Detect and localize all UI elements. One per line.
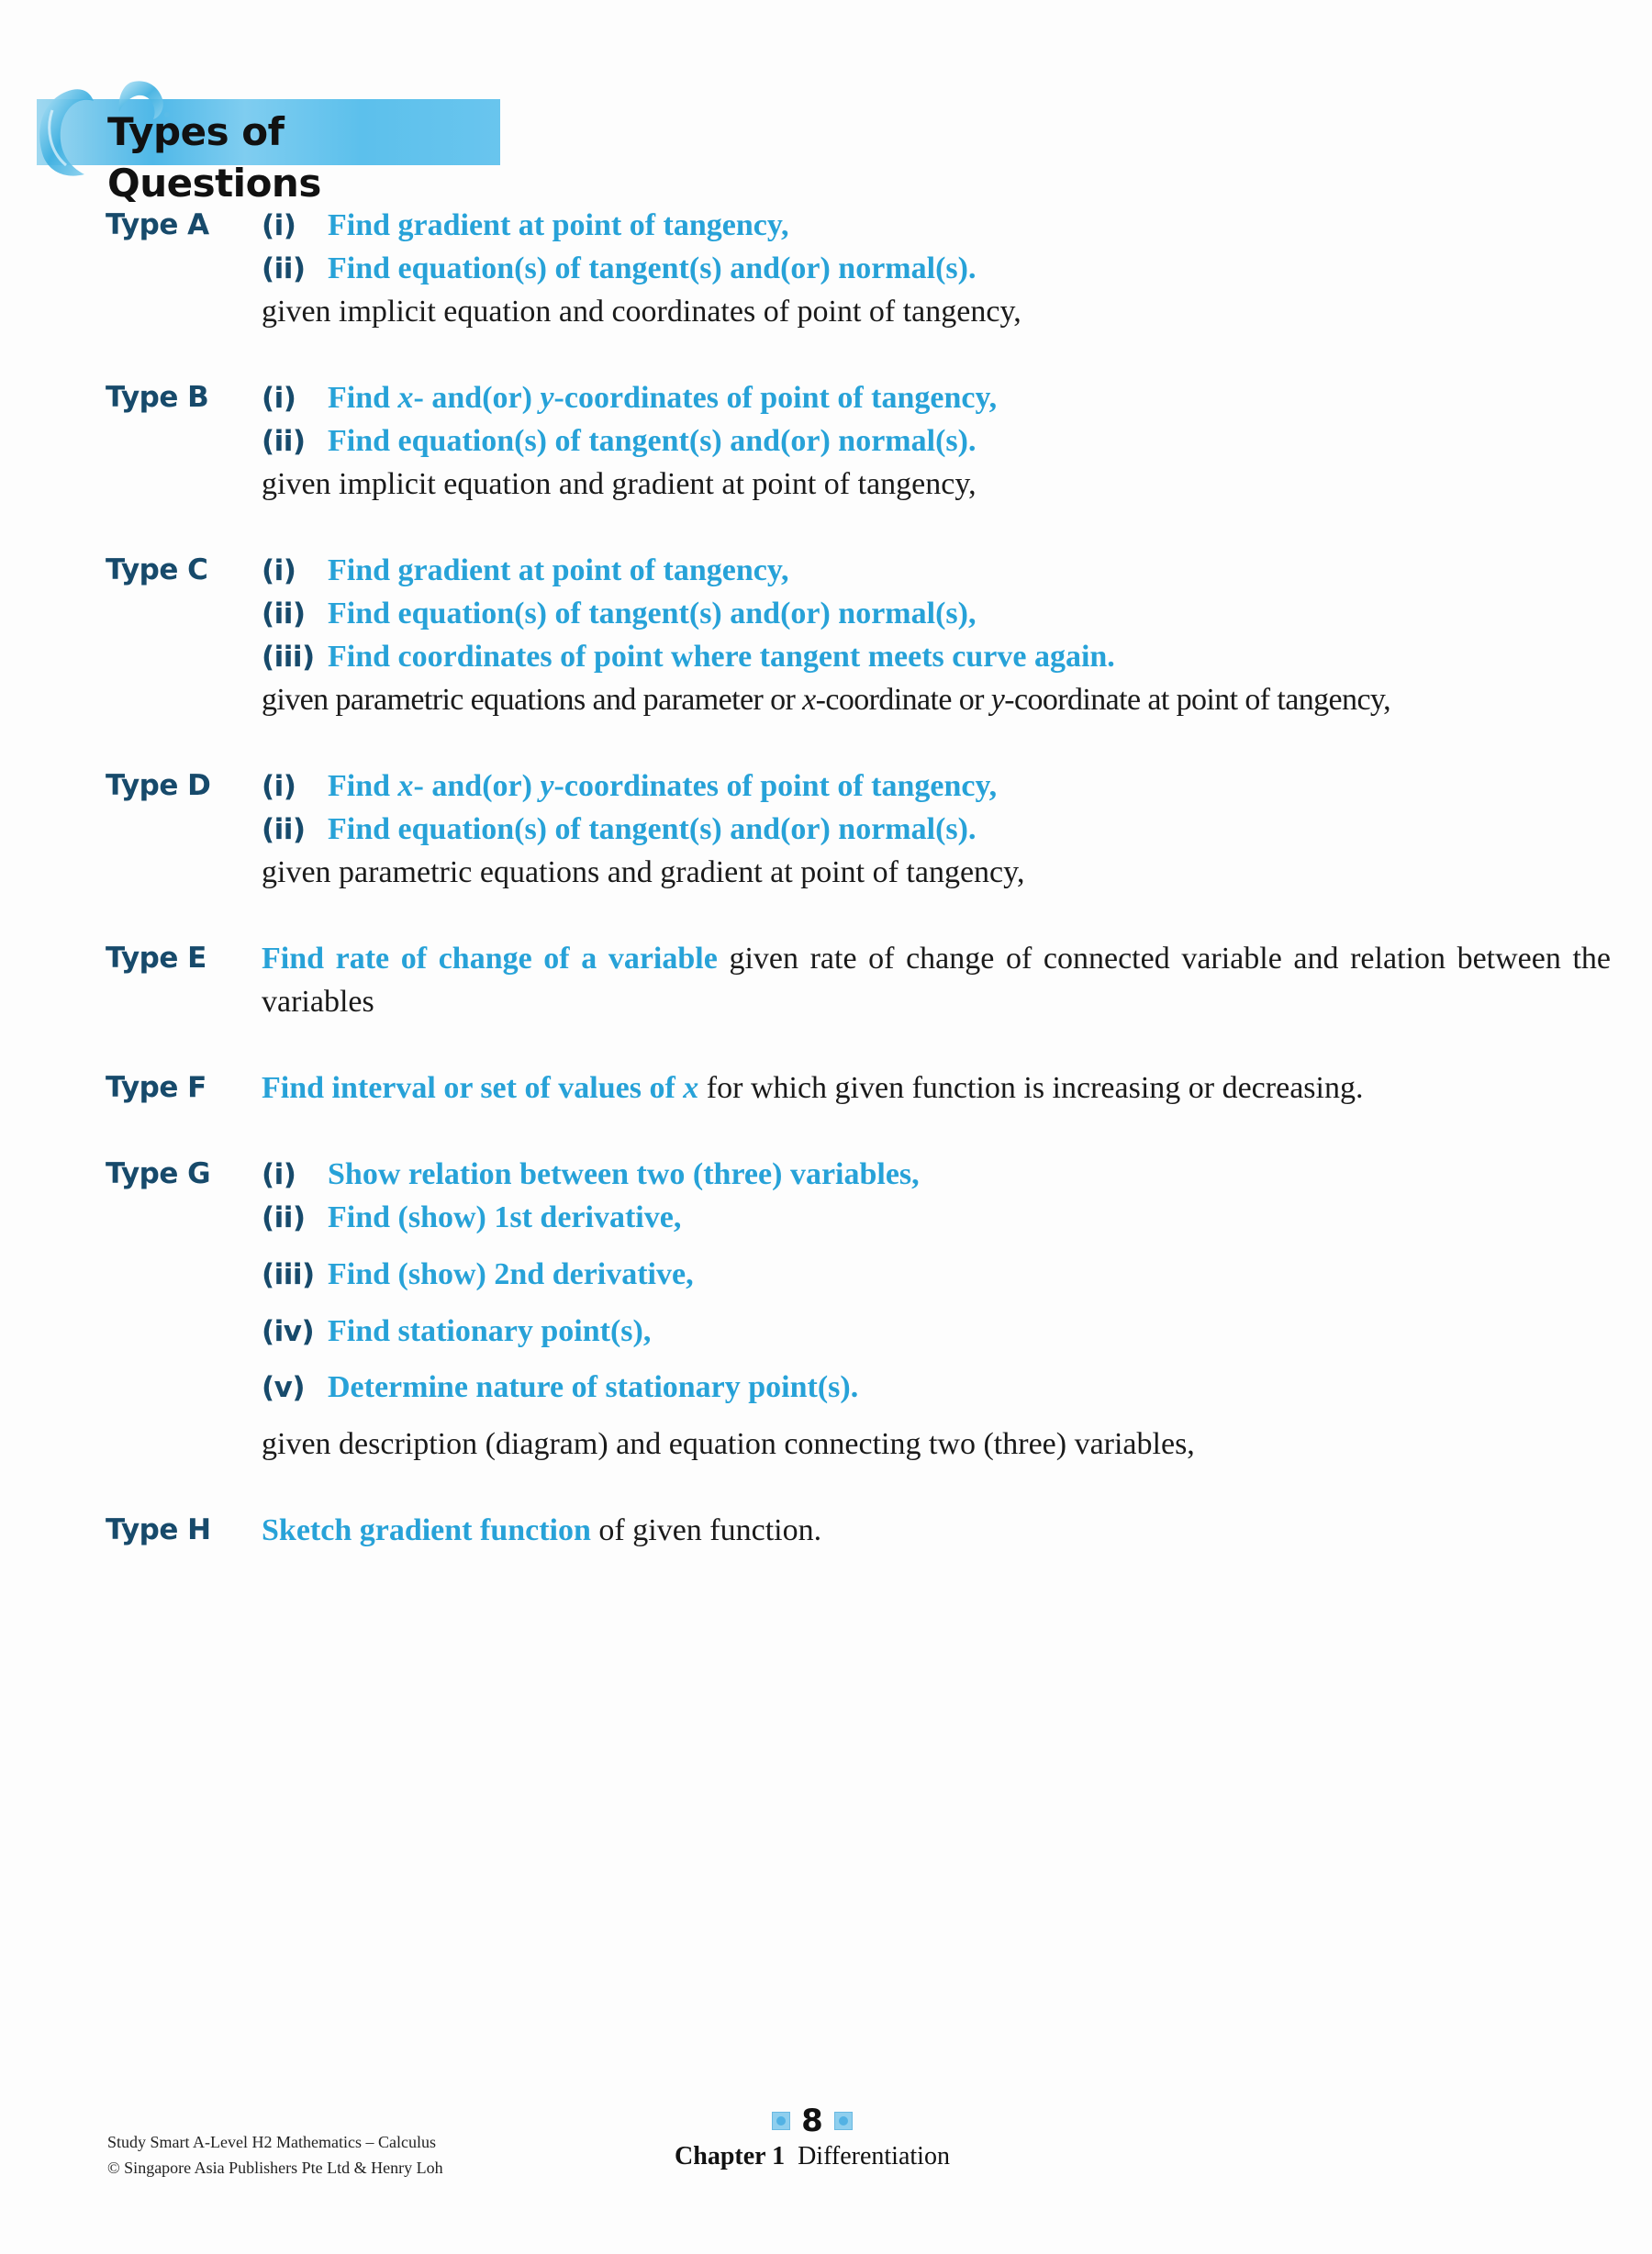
type-label: Type G: [106, 1157, 211, 1190]
copyright-notice: © Singapore Asia Publishers Pte Ltd & Henry Loh: [107, 2159, 443, 2177]
list-item: (i) Find gradient at point of tangency,: [262, 208, 789, 242]
page-number: 8: [801, 2103, 823, 2139]
list-item: (iii) Find coordinates of point where tangent meets curve again.: [262, 640, 1115, 674]
type-label: Type B: [106, 381, 209, 414]
list-item: (i) Find x- and(or) y-coordinates of point of tangency,: [262, 769, 998, 803]
chapter-title: Differentiation: [798, 2142, 950, 2170]
list-item: (ii) Find equation(s) of tangent(s) and(or) normal(s).: [262, 812, 977, 846]
chapter-label: Chapter 1: [675, 2142, 786, 2170]
list-item: (ii) Find equation(s) of tangent(s) and(or) normal(s).: [262, 424, 977, 458]
list-item: (i) Show relation between two (three) variables,: [262, 1157, 920, 1191]
section-header-banner: [37, 99, 500, 206]
type-label: Type A: [106, 208, 209, 241]
type-label: Type C: [106, 553, 208, 586]
type-description: Find rate of change of a variable given rate of change of connected variable and relation between the variables: [262, 942, 1611, 1019]
book-title: Study Smart A-Level H2 Mathematics – Calculus: [107, 2133, 436, 2151]
list-item: (v) Determine nature of stationary point(s).: [262, 1370, 859, 1404]
list-item: (ii) Find (show) 1st derivative,: [262, 1200, 682, 1234]
list-item: (iii) Find (show) 2nd derivative,: [262, 1257, 694, 1291]
page-title: Types of Questions: [107, 109, 321, 206]
type-label: Type H: [106, 1513, 211, 1546]
given-condition: given parametric equations and parameter or x-coordinate or y-coordinate at point of tangency,: [262, 683, 1391, 717]
list-item: (iv) Find stationary point(s),: [262, 1314, 652, 1348]
footer-credits: [107, 2129, 443, 2181]
list-item: (i) Find x- and(or) y-coordinates of point of tangency,: [262, 381, 998, 415]
type-label: Type E: [106, 942, 206, 975]
chapter-caption: [665, 2140, 959, 2173]
page-marker-icon: [834, 2112, 853, 2130]
type-label: Type D: [106, 769, 211, 802]
page-marker-icon: [772, 2112, 790, 2130]
type-description: Sketch gradient function of given function.: [262, 1513, 822, 1547]
given-condition: given implicit equation and gradient at point of tangency,: [262, 467, 977, 501]
footer-page-info: [665, 2102, 959, 2173]
list-item: (ii) Find equation(s) of tangent(s) and(or) normal(s).: [262, 251, 977, 285]
given-condition: given implicit equation and coordinates of point of tangency,: [262, 295, 1021, 329]
given-condition: given parametric equations and gradient at point of tangency,: [262, 855, 1025, 889]
given-condition: given description (diagram) and equation connecting two (three) variables,: [262, 1427, 1195, 1461]
list-item: (ii) Find equation(s) of tangent(s) and(or) normal(s),: [262, 597, 977, 630]
type-label: Type F: [106, 1071, 206, 1104]
list-item: (i) Find gradient at point of tangency,: [262, 553, 789, 587]
type-description: Find interval or set of values of x for which given function is increasing or decreasing.: [262, 1071, 1364, 1105]
